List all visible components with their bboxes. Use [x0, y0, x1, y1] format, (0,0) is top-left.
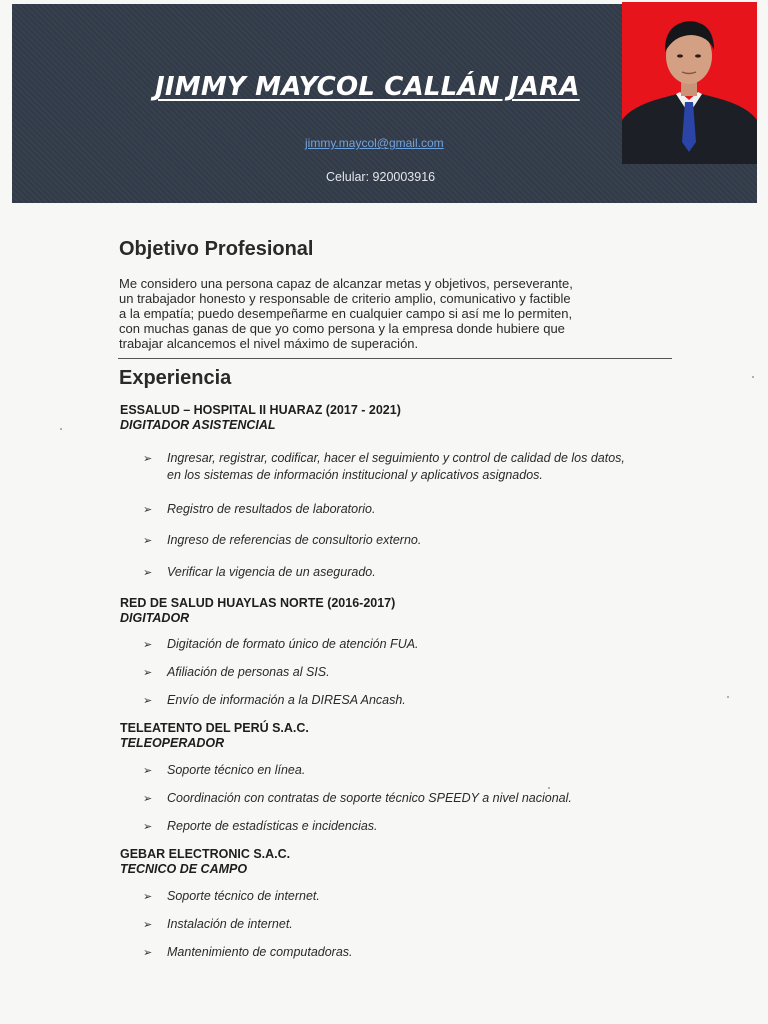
- job-bullet: [143, 692, 406, 710]
- job-bullet: [143, 762, 305, 780]
- job-bullet: [143, 501, 375, 519]
- job-company: RED DE SALUD HUAYLAS NORTE (2016-2017): [120, 596, 396, 610]
- job-entry: [120, 721, 309, 751]
- bullet-text: Registro de resultados de laboratorio.: [167, 502, 376, 516]
- job-bullet: [143, 916, 293, 934]
- job-role: TELEOPERADOR: [120, 736, 225, 750]
- bullet-text: Mantenimiento de computadoras.: [167, 945, 353, 959]
- experience-heading: Experiencia: [119, 367, 232, 389]
- profile-photo: [622, 2, 757, 164]
- scan-speck: [548, 787, 550, 789]
- section-divider: [118, 358, 672, 359]
- objective-line: trabajar alcancemos el nivel máximo de superación.: [119, 336, 419, 351]
- objective-line: a la empatía; puedo desempeñarme en cualquier campo si así me lo permiten,: [119, 306, 573, 321]
- scan-speck: [60, 428, 62, 430]
- arrow-bullet-icon: ➢: [143, 639, 153, 651]
- arrow-bullet-icon: ➢: [143, 919, 153, 931]
- header-banner: [12, 4, 757, 203]
- bullet-text: Coordinación con contratas de soporte técnico SPEEDY a nivel nacional.: [167, 791, 572, 805]
- arrow-bullet-icon: ➢: [143, 453, 153, 465]
- arrow-bullet-icon: ➢: [143, 667, 153, 679]
- arrow-bullet-icon: ➢: [143, 535, 153, 547]
- job-company: ESSALUD – HOSPITAL II HUARAZ (2017 - 2021): [120, 403, 401, 417]
- arrow-bullet-icon: ➢: [143, 821, 153, 833]
- job-bullet: [143, 818, 378, 836]
- job-bullet: [143, 636, 419, 654]
- candidate-name: JIMMY MAYCOL CALLÁN JARA: [155, 72, 580, 102]
- email-link[interactable]: jimmy.maycol@gmail.com: [305, 136, 444, 150]
- scan-speck: [727, 696, 729, 698]
- bullet-text: Digitación de formato único de atención FUA.: [167, 637, 419, 651]
- arrow-bullet-icon: ➢: [143, 891, 153, 903]
- job-company: GEBAR ELECTRONIC S.A.C.: [120, 847, 291, 861]
- bullet-text: Soporte técnico de internet.: [167, 889, 320, 903]
- job-bullet: [143, 532, 421, 550]
- job-entry: [120, 596, 395, 626]
- objective-line: con muchas ganas de que yo como persona y la empresa donde hubiere que: [119, 321, 565, 336]
- scan-speck: [752, 376, 754, 378]
- bullet-text: Afiliación de personas al SIS.: [167, 665, 330, 679]
- bullet-text: en los sistemas de información institucional y aplicativos asignados.: [167, 468, 543, 482]
- bullet-text: Soporte técnico en línea.: [167, 763, 306, 777]
- job-bullet: [143, 664, 330, 682]
- arrow-bullet-icon: ➢: [143, 947, 153, 959]
- arrow-bullet-icon: ➢: [143, 793, 153, 805]
- job-role: DIGITADOR: [120, 611, 190, 625]
- phone-number: Celular: 920003916: [326, 170, 436, 184]
- arrow-bullet-icon: ➢: [143, 765, 153, 777]
- bullet-text: Verificar la vigencia de un asegurado.: [167, 565, 376, 579]
- bullet-text: Ingresar, registrar, codificar, hacer el seguimiento y control de calidad de los datos,: [167, 451, 625, 465]
- job-bullet: [143, 888, 320, 906]
- objective-line: Me considero una persona capaz de alcanzar metas y objetivos, perseverante,: [119, 276, 573, 291]
- arrow-bullet-icon: ➢: [143, 567, 153, 579]
- job-bullet: [143, 790, 572, 808]
- arrow-bullet-icon: ➢: [143, 504, 153, 516]
- bullet-text: Reporte de estadísticas e incidencias.: [167, 819, 378, 833]
- job-bullet: [143, 564, 376, 582]
- objective-paragraph: [119, 276, 599, 351]
- job-bullet: [143, 944, 353, 962]
- job-bullet: [143, 450, 625, 484]
- bullet-text: Instalación de internet.: [167, 917, 293, 931]
- bullet-text: Envío de información a la DIRESA Ancash.: [167, 693, 406, 707]
- job-entry: [120, 847, 290, 877]
- job-role: TECNICO DE CAMPO: [120, 862, 248, 876]
- job-entry: [120, 403, 401, 433]
- arrow-bullet-icon: ➢: [143, 695, 153, 707]
- bullet-text: Ingreso de referencias de consultorio externo.: [167, 533, 422, 547]
- job-role: DIGITADOR ASISTENCIAL: [120, 418, 276, 432]
- objective-heading: Objetivo Profesional: [119, 238, 314, 260]
- job-company: TELEATENTO DEL PERÚ S.A.C.: [120, 721, 309, 735]
- objective-line: un trabajador honesto y responsable de criterio amplio, comunicativo y factible: [119, 291, 571, 306]
